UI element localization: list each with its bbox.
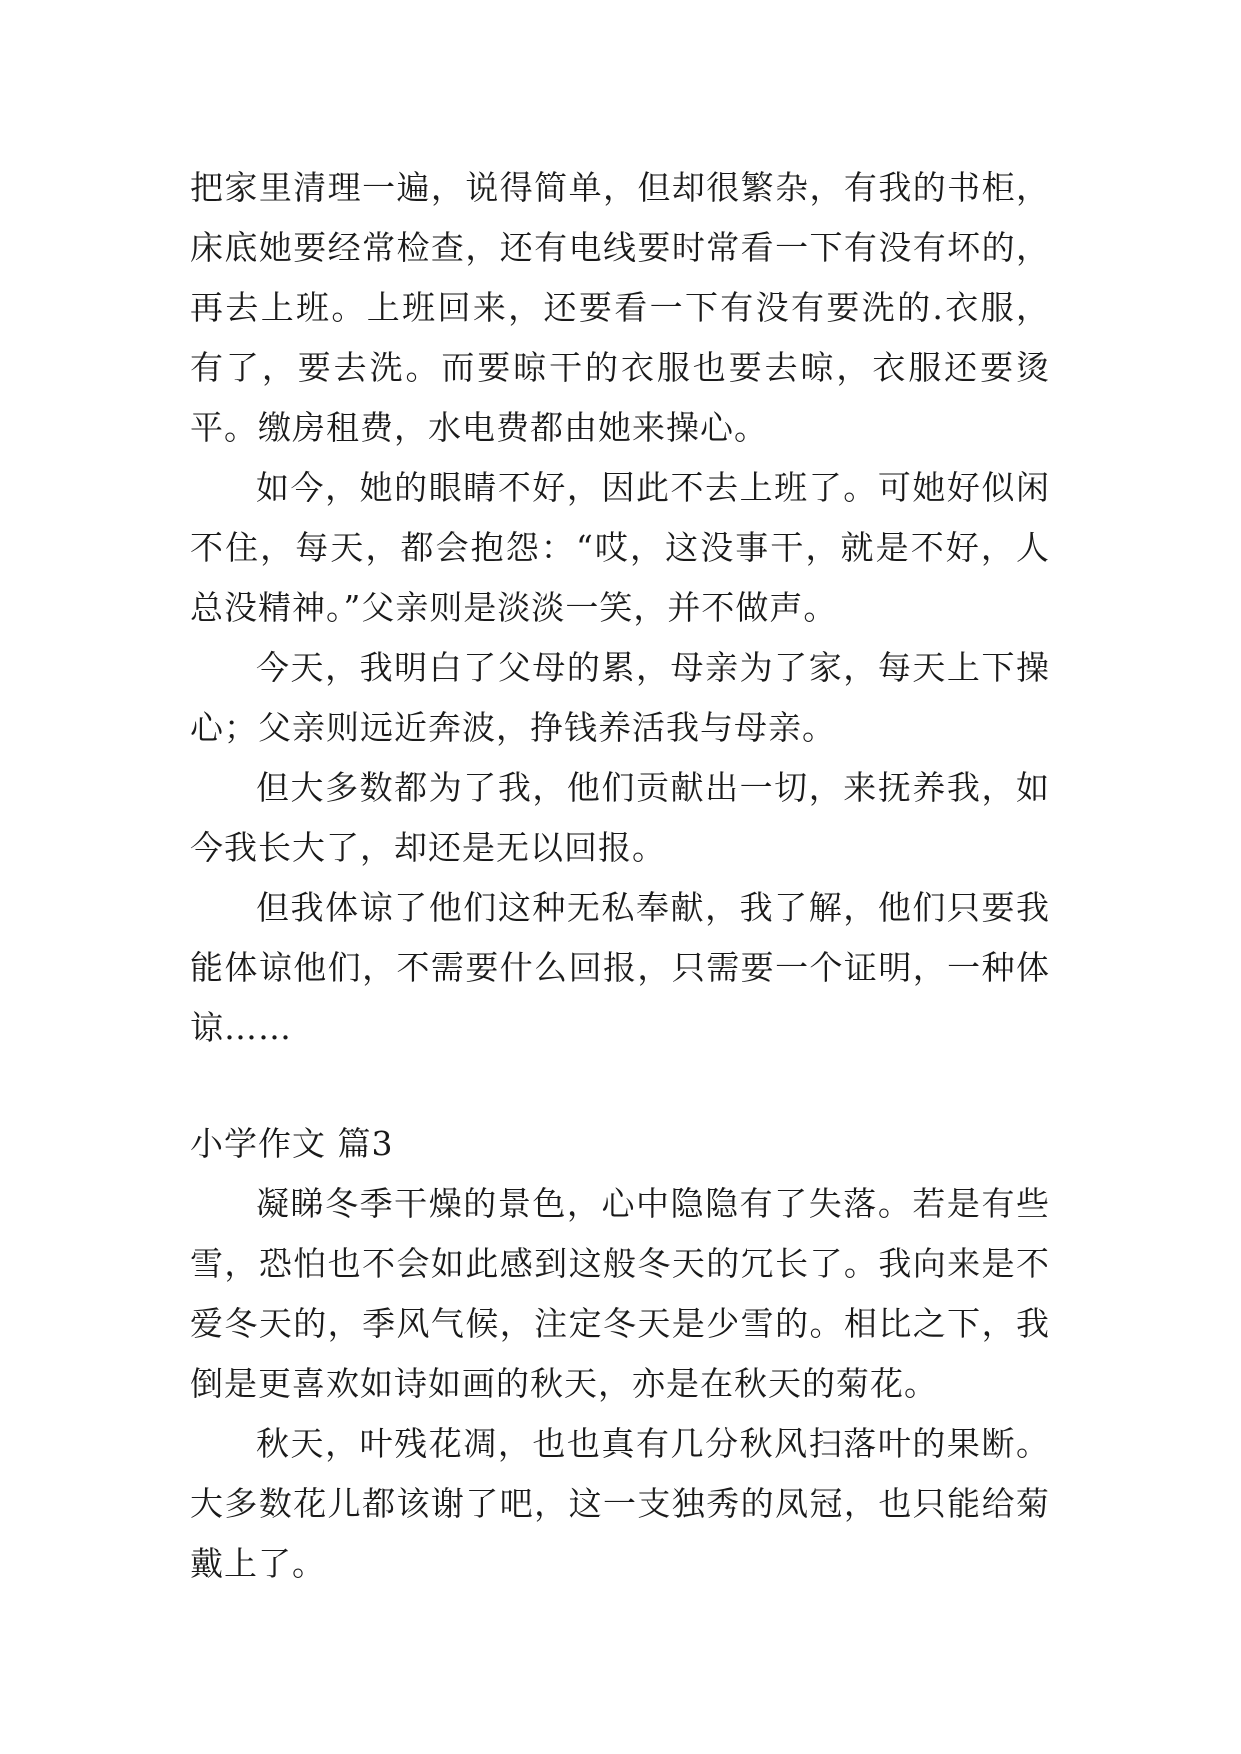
paragraph-autumn-chrysanthemum: 秋天，叶残花凋，也也真有几分秋风扫落叶的果断。大多数花儿都该谢了吧，这一支独秀的凤冠，也只能给菊戴上了。 — [190, 1424, 1050, 1583]
paragraph-winter-scene: 凝睇冬季干燥的景色，心中隐隐有了失落。若是有些雪，恐怕也不会如此感到这般冬天的冗长了。我向来是不爱冬天的，季风气候，注定冬天是少雪的。相比之下，我倒是更喜欢如诗如画的秋天，亦是在秋天的菊花。 — [190, 1184, 1050, 1403]
paragraph-parents-tired: 今天，我明白了父母的累，母亲为了家，每天上下操心；父亲则远近奔波，挣钱养活我与母亲。 — [190, 648, 1050, 747]
section-divider-space — [190, 1058, 1050, 1114]
section-heading-essay-3: 小学作文 篇3 — [190, 1124, 394, 1163]
document-body — [190, 158, 1050, 1594]
paragraph-no-repay: 但大多数都为了我，他们贡献出一切，来抚养我，如今我长大了，却还是无以回报。 — [190, 768, 1050, 867]
paragraph-mother-eyes: 如今，她的眼睛不好，因此不去上班了。可她好似闲不住，每天，都会抱怨：“哎，这没事干，就是不好，人总没精神。”父亲则是淡淡一笑，并不做声。 — [190, 468, 1050, 627]
paragraph-understanding: 但我体谅了他们这种无私奉献，我了解，他们只要我能体谅他们，不需要什么回报，只需要一个证明，一种体谅…… — [190, 888, 1050, 1047]
paragraph-housework: 把家里清理一遍，说得简单，但却很繁杂，有我的书柜，床底她要经常检查，还有电线要时常看一下有没有坏的，再去上班。上班回来，还要看一下有没有要洗的.衣服，有了，要去洗。而要晾干的衣服也要去晾，衣服还要烫平。缴房租费，水电费都由她来操心。 — [190, 168, 1050, 447]
